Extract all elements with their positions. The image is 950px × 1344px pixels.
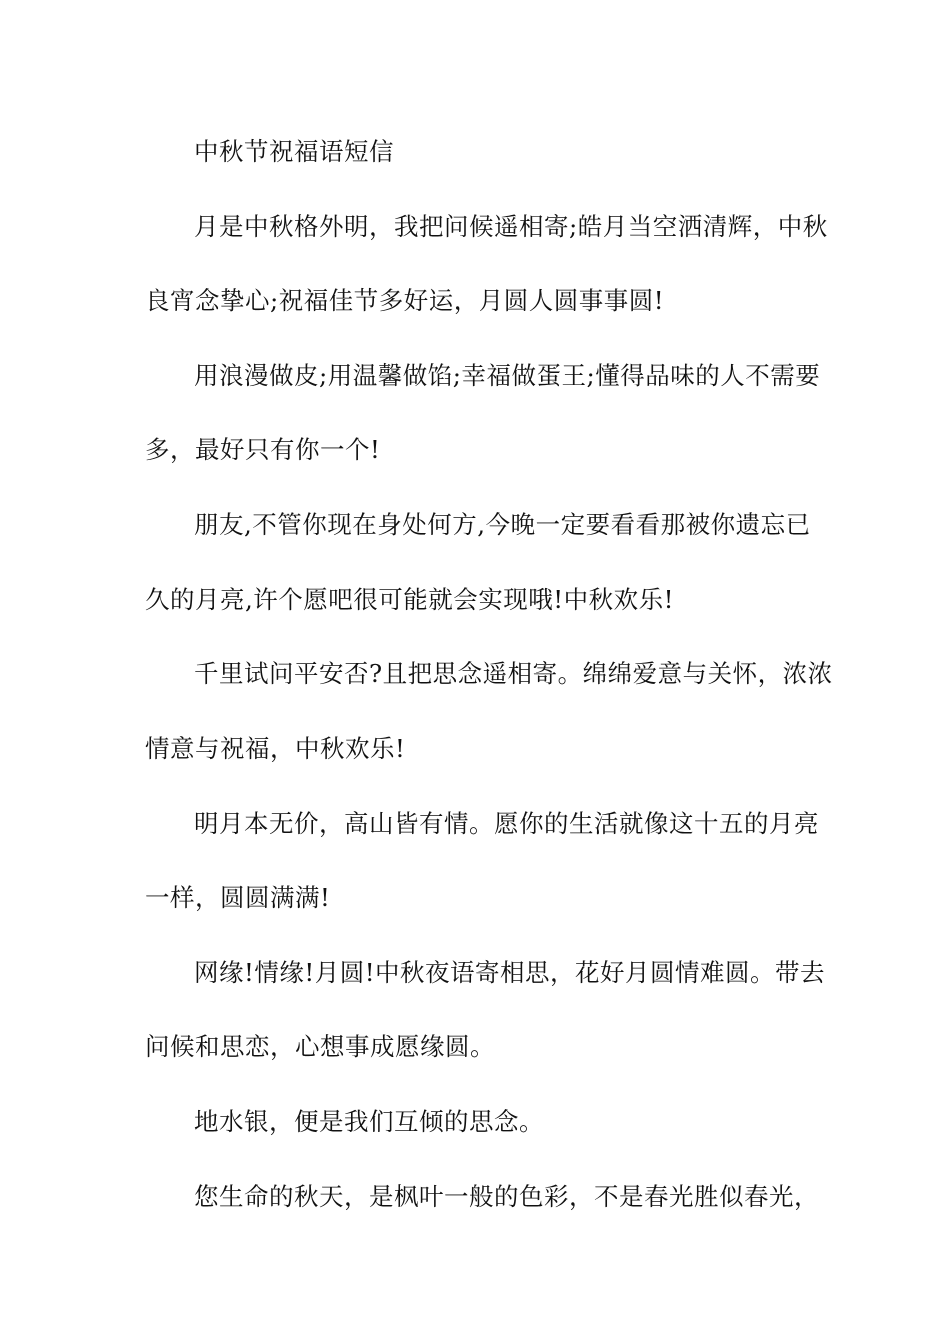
paragraph-line: 朋友,不管你现在身处何方,今晚一定要看看那被你遗忘已	[194, 510, 811, 539]
paragraph-line: 多，最好只有你一个!	[145, 435, 381, 464]
paragraph-line: 久的月亮,许个愿吧很可能就会实现哦!中秋欢乐!	[145, 585, 674, 614]
paragraph-line: 网缘!情缘!月圆!中秋夜语寄相思，花好月圆情难圆。带去	[194, 958, 826, 987]
paragraph-line: 地水银，便是我们互倾的思念。	[194, 1107, 544, 1136]
paragraph-line: 您生命的秋天，是枫叶一般的色彩，不是春光胜似春光，	[194, 1182, 819, 1211]
paragraph-line: 千里试问平安否?且把思念遥相寄。绵绵爱意与关怀，浓浓	[194, 659, 833, 688]
paragraph-line: 一样，圆圆满满!	[145, 883, 331, 912]
document-title: 中秋节祝福语短信	[194, 137, 394, 166]
paragraph-line: 问候和思恋，心想事成愿缘圆。	[145, 1032, 495, 1061]
paragraph-line: 情意与祝福，中秋欢乐!	[145, 734, 406, 763]
paragraph-line: 明月本无价，高山皆有情。愿你的生活就像这十五的月亮	[194, 809, 819, 838]
paragraph-line: 月是中秋格外明，我把问候遥相寄;皓月当空洒清辉，中秋	[194, 212, 828, 241]
paragraph-line: 良宵念挚心;祝福佳节多好运，月圆人圆事事圆!	[145, 286, 665, 315]
paragraph-line: 用浪漫做皮;用温馨做馅;幸福做蛋王;懂得品味的人不需要	[194, 361, 821, 390]
